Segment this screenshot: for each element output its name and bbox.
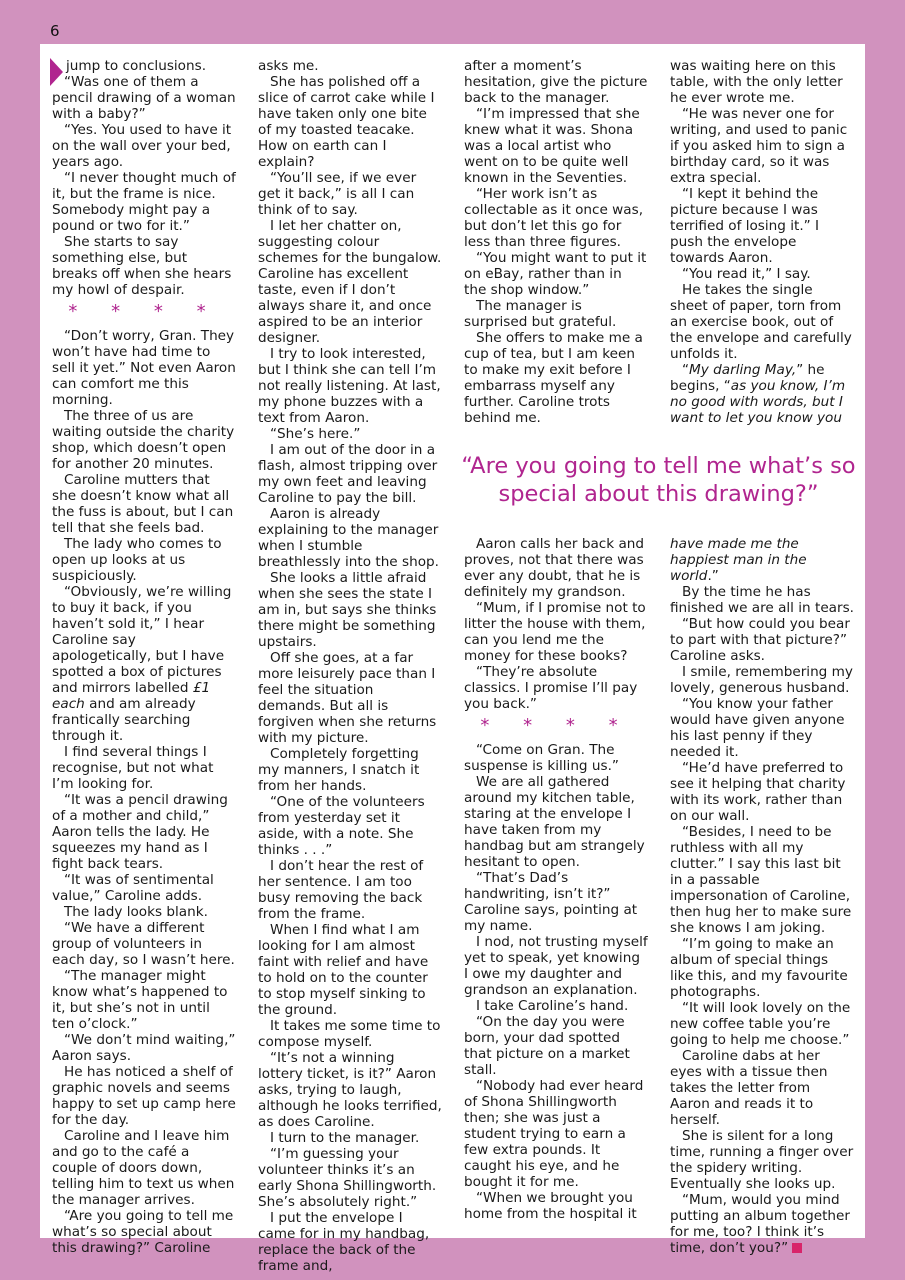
paragraph: “It was of sentimental value,” Caroline adds.: [52, 872, 214, 904]
paragraph: “We don’t mind waiting,” Aaron says.: [52, 1032, 236, 1064]
paragraph: “Are you going to tell me what’s so special about this drawing?” Caroline: [52, 1208, 234, 1256]
paragraph: I find several things I recognise, but not what I’m looking for.: [52, 744, 214, 792]
paragraph: “It was a pencil drawing of a mother and child,” Aaron tells the lady. He squeezes my hand as I fight back tears.: [52, 792, 228, 872]
paragraph: “I’m going to make an album of special things like this, and my favourite photographs.: [670, 936, 848, 1000]
paragraph: She is silent for a long time, running a finger over the spidery writing. Eventually she looks up.: [670, 1128, 854, 1192]
paragraph: I put the envelope I came for in my handbag, replace the back of the frame and,: [258, 1210, 430, 1274]
paragraph: “He was never one for writing, and used to panic if you asked him to sign a birthday card, so it was extra special.: [670, 106, 848, 186]
paragraph: He has noticed a shelf of graphic novels and seems happy to set up camp here for the day.: [52, 1064, 236, 1128]
paragraph-text: ” he begins, “: [670, 362, 825, 394]
paragraph: [670, 362, 854, 426]
price-label: £1 each: [52, 680, 211, 712]
section-break-stars: * * * *: [68, 301, 220, 322]
paragraph-text: “Mum, would you mind putting an album together for me, too? I think it’s time, don’t you?”: [670, 1192, 850, 1256]
paragraph: Aaron calls her back and proves, not that there was ever any doubt, that he is definitely my grandson.: [464, 536, 645, 600]
column-1: [52, 58, 236, 1256]
paragraph: “Yes. You used to have it on the wall over your bed, years ago.: [52, 122, 232, 170]
letter-text: have made me the happiest man in the world: [670, 536, 807, 584]
letter-text: as you know, I’m no good with words, but I want to let you know you: [670, 378, 846, 426]
paragraph: “He’d have preferred to see it helping that charity with its work, rather than on our wall.: [670, 760, 846, 824]
paragraph: “I kept it behind the picture because I was terrified of losing it.” I push the envelope towards Aaron.: [670, 186, 820, 266]
paragraph: Caroline and I leave him and go to the café a couple of doors down, telling him to text us when the manager arrives.: [52, 1128, 235, 1208]
paragraph: was waiting here on this table, with the only letter he ever wrote me.: [670, 58, 843, 106]
column-4-top: [670, 58, 854, 426]
continuation-arrow-icon: [50, 58, 63, 86]
paragraph: [670, 1192, 854, 1256]
quote-mark: “: [682, 362, 690, 378]
pull-quote: “Are you going to tell me what’s so special about this drawing?”: [461, 453, 856, 507]
paragraph: “Was one of them a pencil drawing of a woman with a baby?”: [52, 74, 236, 122]
paragraph: “You might want to put it on eBay, rather than in the shop window.”: [464, 250, 647, 298]
paragraph: jump to conclusions.: [66, 58, 207, 74]
article-page: [40, 44, 865, 1274]
paragraph: Aaron is already explaining to the manager when I stumble breathlessly into the shop.: [258, 506, 439, 570]
paragraph: “The manager might know what’s happened to it, but she’s not in until ten o’clock.”: [52, 968, 228, 1032]
paragraph: “But how could you bear to part with that picture?” Caroline asks.: [670, 616, 850, 664]
paragraph: The manager is surprised but grateful.: [464, 298, 617, 330]
paragraph: I nod, not trusting myself yet to speak, yet knowing I owe my daughter and grandson an explanation.: [464, 934, 648, 998]
paragraph: We are all gathered around my kitchen table, staring at the envelope I have taken from my handbag but am strangely hesitant to open.: [464, 774, 645, 870]
section-break-stars: * * * *: [480, 715, 632, 736]
paragraph: “On the day you were born, your dad spotted that picture on a market stall.: [464, 1014, 630, 1078]
paragraph: “I’m impressed that she knew what it was. Shona was a local artist who went on to be quite well known in the Seventies.: [464, 106, 640, 186]
paragraph: “You read it,” I say.: [682, 266, 811, 282]
paragraph: “I’m guessing your volunteer thinks it’s an early Shona Shillingworth. She’s absolutely right.”: [258, 1146, 437, 1210]
paragraph: “Don’t worry, Gran. They won’t have had time to sell it yet.” Not even Aaron can comfort me this morning.: [52, 328, 236, 408]
paragraph: By the time he has finished we are all in tears.: [670, 584, 855, 616]
column-3-lower: [464, 536, 648, 1222]
paragraph: “One of the volunteers from yesterday set it aside, with a note. She thinks . . .”: [258, 794, 425, 858]
paragraph: “We have a different group of volunteers in each day, so I wasn’t here.: [52, 920, 235, 968]
paragraph: She looks a little afraid when she sees the state I am in, but says she thinks there might be something upstairs.: [258, 570, 437, 650]
paragraph-text: .”: [707, 568, 719, 584]
paragraph: “Besides, I need to be ruthless with all my clutter.” I say this last bit in a passable impersonation of Caroline, then hug her to make sure she knows I am joking.: [670, 824, 852, 936]
paragraph: “You’ll see, if we ever get it back,” is all I can think of to say.: [258, 170, 417, 218]
column-3-top: [464, 58, 648, 426]
paragraph: I smile, remembering my lovely, generous husband.: [670, 664, 853, 696]
column-2: [258, 58, 442, 1274]
paragraph: [52, 584, 236, 744]
paragraph: “She’s here.”: [270, 426, 361, 442]
paragraph: “You know your father would have given anyone his last penny if they needed it.: [670, 696, 845, 760]
paragraph: He takes the single sheet of paper, torn from an exercise book, out of the envelope and carefully unfolds it.: [670, 282, 852, 362]
paragraph: “Her work isn’t as collectable as it once was, but don’t let this go for less than three figures.: [464, 186, 644, 250]
paragraph: “It will look lovely on the new coffee table you’re going to help me choose.”: [670, 1000, 851, 1048]
paragraph: The lady who comes to open up looks at us suspiciously.: [52, 536, 222, 584]
paragraph: I take Caroline’s hand.: [476, 998, 629, 1014]
paragraph: I don’t hear the rest of her sentence. I am too busy removing the back from the frame.: [258, 858, 424, 922]
page-number: 6: [50, 22, 60, 40]
paragraph: When I find what I am looking for I am almost faint with relief and have to hold on to the counter to stop myself sinking to the ground.: [258, 922, 429, 1018]
paragraph: “I never thought much of it, but the frame is nice. Somebody might pay a pound or two for it.”: [52, 170, 236, 234]
paragraph-text: “Obviously, we’re willing to buy it back, if you haven’t sold it,” I hear Caroline say apologetically, but I have spotted a box of pictures and mirrors labelled: [52, 584, 232, 696]
paragraph: She has polished off a slice of carrot cake while I have taken only one bite of my toasted teacake. How on earth can I explain?: [258, 74, 435, 170]
paragraph: Caroline dabs at her eyes with a tissue then takes the letter from Aaron and reads it to herself.: [670, 1048, 828, 1128]
paragraph: “Come on Gran. The suspense is killing us.”: [464, 742, 619, 774]
letter-salutation: My darling May,: [689, 362, 797, 378]
paragraph: I turn to the manager.: [270, 1130, 420, 1146]
paragraph: The lady looks blank.: [64, 904, 208, 920]
paragraph: asks me.: [258, 58, 319, 74]
paragraph: I let her chatter on, suggesting colour schemes for the bungalow. Caroline has excellent taste, even if I don’t always share it, and once aspired to be an interior designer.: [258, 218, 442, 346]
paragraph: I try to look interested, but I think she can tell I’m not really listening. At last, my phone buzzes with a text from Aaron.: [258, 346, 441, 426]
paragraph: She starts to say something else, but breaks off when she hears my howl of despair.: [52, 234, 232, 298]
paragraph: “Nobody had ever heard of Shona Shillingworth then; she was just a student trying to earn a few extra pounds. It caught his eye, and he bought it for me.: [464, 1078, 644, 1190]
end-of-story-mark-icon: [792, 1243, 802, 1253]
paragraph: “Mum, if I promise not to litter the house with them, can you lend me the money for these books?: [464, 600, 646, 664]
paragraph: [670, 536, 854, 584]
paragraph: after a moment’s hesitation, give the picture back to the manager.: [464, 58, 648, 106]
paragraph: Completely forgetting my manners, I snatch it from her hands.: [258, 746, 420, 794]
paragraph: “It’s not a winning lottery ticket, is it?” Aaron asks, trying to laugh, although he looks terrified, as does Caroline.: [258, 1050, 442, 1130]
paragraph: It takes me some time to compose myself.: [258, 1018, 441, 1050]
paragraph-text: and am already frantically searching through it.: [52, 696, 196, 744]
paragraph: I am out of the door in a flash, almost tripping over my own feet and leaving Caroline to pay the bill.: [258, 442, 438, 506]
paragraph: Caroline mutters that she doesn’t know what all the fuss is about, but I can tell that she feels bad.: [52, 472, 234, 536]
column-4-lower: [670, 536, 854, 1256]
paragraph: Off she goes, at a far more leisurely pace than I feel the situation demands. But all is forgiven when she returns with my picture.: [258, 650, 437, 746]
paragraph: “That’s Dad’s handwriting, isn’t it?” Caroline says, pointing at my name.: [464, 870, 638, 934]
paragraph: “When we brought you home from the hospital it: [464, 1190, 637, 1222]
paragraph: The three of us are waiting outside the charity shop, which doesn’t open for another 20 minutes.: [52, 408, 235, 472]
paragraph: She offers to make me a cup of tea, but I am keen to make my exit before I embarrass myself any further. Caroline trots behind me.: [464, 330, 643, 426]
paragraph: “They’re absolute classics. I promise I’ll pay you back.”: [464, 664, 638, 712]
